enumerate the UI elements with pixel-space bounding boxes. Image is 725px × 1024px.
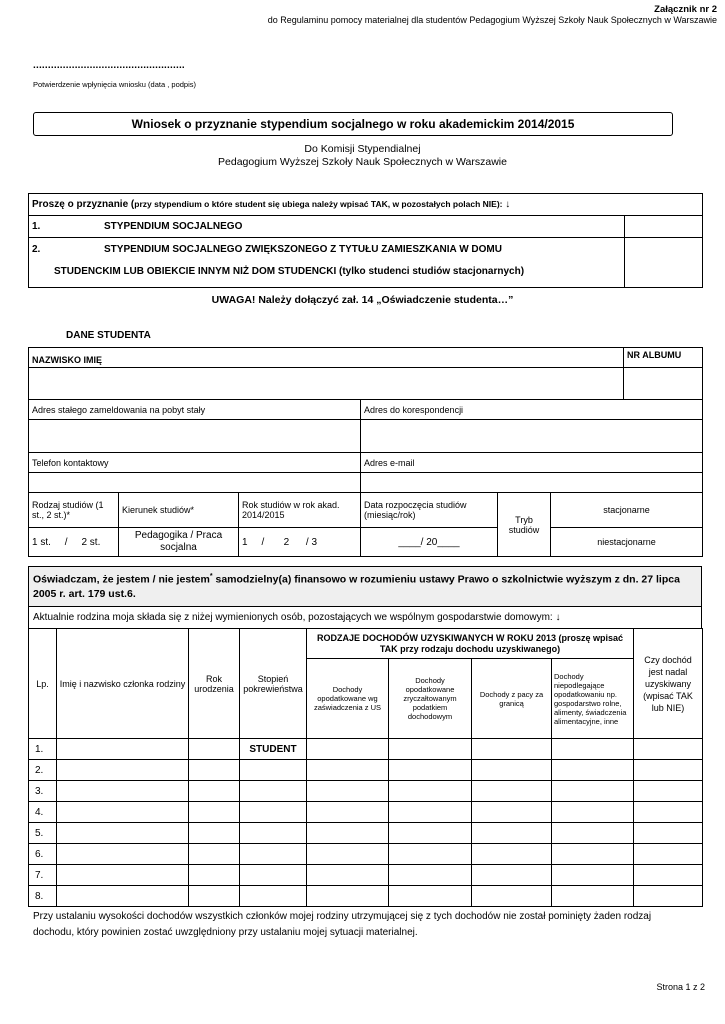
birth-year-cell[interactable] — [189, 802, 240, 823]
income-cell[interactable] — [307, 886, 389, 907]
member-name-cell[interactable] — [57, 739, 189, 760]
table-row — [29, 865, 703, 886]
row-number: 3. — [29, 781, 57, 802]
birth-year-cell[interactable] — [189, 865, 240, 886]
study-mode-label: Tryb studiów — [498, 493, 551, 557]
relation-cell[interactable] — [240, 865, 307, 886]
col-name-header: Imię i nazwisko członka rodziny — [57, 629, 189, 739]
name-label: NAZWISKO IMIĘ — [29, 348, 624, 368]
income-cell[interactable] — [472, 823, 552, 844]
relation-cell[interactable] — [240, 823, 307, 844]
request-item-1-number: 1. — [32, 221, 41, 232]
still-earning-cell[interactable] — [634, 823, 703, 844]
family-intro-line — [29, 607, 702, 629]
phone-label: Telefon kontaktowy — [29, 453, 361, 473]
income-flat-tax-header: Dochody opodatkowane zryczałtowanym podatkiem dochodowym — [389, 659, 472, 739]
request-item-1-answer[interactable] — [625, 216, 703, 238]
start-date-value[interactable]: ____/ 20____ — [361, 528, 498, 557]
receipt-confirmation-caption: Potwierdzenie wpłynięcia wniosku (data , podpis) — [33, 80, 197, 89]
income-cell[interactable] — [307, 781, 389, 802]
income-cell[interactable] — [472, 760, 552, 781]
request-item-2-number: 2. — [32, 244, 41, 255]
income-taxed-header: Dochody opodatkowane wg zaświadczenia z US — [307, 659, 389, 739]
birth-year-cell[interactable] — [189, 760, 240, 781]
table-row — [29, 823, 703, 844]
income-abroad-header: Dochody z pacy za granicą — [472, 659, 552, 739]
declaration-table — [28, 566, 702, 629]
col-birth-header: Rok urodzenia — [189, 629, 240, 739]
still-earning-cell[interactable] — [634, 844, 703, 865]
income-cell[interactable] — [307, 844, 389, 865]
member-name-cell[interactable] — [57, 886, 189, 907]
down-arrow-icon: ↓ — [555, 612, 561, 623]
member-name-cell[interactable] — [57, 760, 189, 781]
completeness-statement: Przy ustalaniu wysokości dochodów wszystkich członków mojej rodziny utrzymującej się z tych dochodów nie został pominięty żaden rodzaj dochodu, który powinien zostać uwzględniony przy ustalaniu mojej sytuacji materialnej. — [33, 911, 652, 938]
col-relation-header: Stopień pokrewieństwa — [240, 629, 307, 739]
attachment-warning: UWAGA! Należy dołączyć zał. 14 „Oświadczenie studenta…” — [211, 294, 514, 306]
student-data-heading: DANE STUDENTA — [66, 330, 151, 341]
perm-address-label: Adres stałego zameldowania na pobyt stały — [29, 400, 361, 420]
income-cell[interactable] — [552, 844, 634, 865]
study-year-label: Rok studiów w rok akad. 2014/2015 — [239, 493, 361, 528]
full-time-option[interactable]: stacjonarne — [551, 493, 703, 528]
form-title-text: Wniosek o przyznanie stypendium socjalnego w roku akademickim 2014/2015 — [131, 117, 575, 131]
col-still-earning-header: Czy dochód jest nadal uzyskiwany (wpisać TAK lub NIE) — [634, 629, 703, 739]
row-number: 8. — [29, 886, 57, 907]
request-item-1-label: STYPENDIUM SOCJALNEGO — [104, 221, 243, 232]
member-name-cell[interactable] — [57, 823, 189, 844]
family-members-table — [28, 628, 703, 907]
relation-cell[interactable] — [240, 844, 307, 865]
request-lead — [29, 194, 703, 216]
still-earning-cell[interactable] — [634, 739, 703, 760]
row-number: 5. — [29, 823, 57, 844]
income-cell[interactable] — [472, 886, 552, 907]
income-cell[interactable] — [552, 781, 634, 802]
still-earning-cell[interactable] — [634, 865, 703, 886]
member-name-cell[interactable] — [57, 781, 189, 802]
income-cell[interactable] — [389, 886, 472, 907]
income-cell[interactable] — [307, 823, 389, 844]
income-cell[interactable] — [389, 802, 472, 823]
income-cell[interactable] — [307, 865, 389, 886]
scholarship-request-table — [28, 193, 703, 288]
birth-year-cell[interactable] — [189, 844, 240, 865]
phone-field[interactable] — [29, 473, 361, 493]
request-item-1 — [29, 216, 625, 238]
table-row — [29, 844, 703, 865]
email-label: Adres e-mail — [361, 453, 703, 473]
table-row — [29, 781, 703, 802]
still-earning-cell[interactable] — [634, 760, 703, 781]
signature-line: ................................................... — [33, 60, 185, 71]
income-cell[interactable] — [389, 760, 472, 781]
relation-cell: STUDENT — [240, 739, 307, 760]
request-item-2-answer[interactable] — [625, 238, 703, 288]
declaration-text-before: Oświadczam, że jestem / nie jestem — [33, 573, 210, 586]
email-field[interactable] — [361, 473, 703, 493]
album-label: NR ALBUMU — [624, 348, 703, 368]
row-number: 6. — [29, 844, 57, 865]
income-cell[interactable] — [307, 739, 389, 760]
student-data-table — [28, 347, 703, 557]
part-time-option[interactable]: niestacjonarne — [551, 528, 703, 557]
request-lead-rest: przy stypendium o które student się ubiega należy wpisać TAK, w pozostałych polach NIE): — [134, 199, 503, 209]
income-untaxed-header: Dochody niepodlegające opodatkowaniu np. gospodarstwo rolne, alimenty, świadczenia alimentacyjne, inne — [552, 659, 634, 739]
income-cell[interactable] — [552, 823, 634, 844]
addressee-line-1: Do Komisji Stypendialnej — [304, 143, 421, 155]
study-type-value[interactable]: 1 st. / 2 st. — [29, 528, 119, 557]
col-lp-header: Lp. — [29, 629, 57, 739]
addressee-line-2: Pedagogium Wyższej Szkoły Nauk Społecznych w Warszawie — [218, 156, 507, 168]
start-date-label: Data rozpoczęcia studiów (miesiąc/rok) — [361, 493, 498, 528]
income-types-header: RODZAJE DOCHODÓW UZYSKIWANYCH W ROKU 2013 (proszę wpisać TAK przy rodzaju dochodu uzyskiwanego) — [307, 629, 634, 659]
regulation-reference: do Regulaminu pomocy materialnej dla studentów Pedagogium Wyższej Szkoły Nauk Społecznych w Warszawie — [267, 15, 717, 25]
request-item-2 — [29, 238, 625, 288]
form-title — [33, 112, 673, 136]
field-of-study-label: Kierunek studiów* — [119, 493, 239, 528]
relation-cell[interactable] — [240, 802, 307, 823]
member-name-cell[interactable] — [57, 865, 189, 886]
still-earning-cell[interactable] — [634, 886, 703, 907]
member-name-cell[interactable] — [57, 802, 189, 823]
birth-year-cell[interactable] — [189, 739, 240, 760]
row-number: 1. — [29, 739, 57, 760]
birth-year-cell[interactable] — [189, 781, 240, 802]
table-row — [29, 802, 703, 823]
relation-cell[interactable] — [240, 886, 307, 907]
income-cell[interactable] — [389, 823, 472, 844]
still-earning-cell[interactable] — [634, 781, 703, 802]
income-cell[interactable] — [552, 886, 634, 907]
family-intro-text: Aktualnie rodzina moja składa się z niżej wymienionych osób, pozostających we wspólnym gospodarstwie domowym: — [33, 612, 553, 623]
income-cell[interactable] — [472, 739, 552, 760]
income-cell[interactable] — [389, 781, 472, 802]
income-cell[interactable] — [389, 865, 472, 886]
attachment-label: Załącznik nr 2 — [654, 4, 717, 15]
declaration-star: * — [209, 573, 213, 580]
income-cell[interactable] — [472, 865, 552, 886]
table-row — [29, 739, 703, 760]
income-cell[interactable] — [552, 802, 634, 823]
income-cell[interactable] — [472, 844, 552, 865]
row-number: 4. — [29, 802, 57, 823]
income-cell[interactable] — [389, 739, 472, 760]
row-number: 2. — [29, 760, 57, 781]
name-field[interactable] — [29, 368, 624, 400]
income-cell[interactable] — [472, 802, 552, 823]
income-cell[interactable] — [552, 739, 634, 760]
relation-cell[interactable] — [240, 760, 307, 781]
study-type-label: Rodzaj studiów (1 st., 2 st.)* — [29, 493, 119, 528]
album-field[interactable] — [624, 368, 703, 400]
page-number: Strona 1 z 2 — [656, 982, 705, 992]
request-lead-bold: Proszę o przyznanie ( — [32, 199, 135, 210]
birth-year-cell[interactable] — [189, 823, 240, 844]
member-name-cell[interactable] — [57, 844, 189, 865]
income-cell[interactable] — [307, 760, 389, 781]
table-row — [29, 760, 703, 781]
row-number: 7. — [29, 865, 57, 886]
corr-address-field[interactable] — [361, 420, 703, 453]
income-cell[interactable] — [389, 844, 472, 865]
field-of-study-value: Pedagogika / Praca socjalna — [119, 528, 239, 557]
independence-declaration — [29, 567, 702, 607]
request-item-2-line1: STYPENDIUM SOCJALNEGO ZWIĘKSZONEGO Z TYTUŁU ZAMIESZKANIA W DOMU — [104, 244, 502, 255]
perm-address-field[interactable] — [29, 420, 361, 453]
study-year-value[interactable]: 1 / 2 / 3 — [239, 528, 361, 557]
income-cell[interactable] — [552, 865, 634, 886]
relation-cell[interactable] — [240, 781, 307, 802]
birth-year-cell[interactable] — [189, 886, 240, 907]
down-arrow-icon: ↓ — [505, 199, 511, 210]
income-cell[interactable] — [552, 760, 634, 781]
declaration-text-after: samodzielny(a) finansowo w rozumieniu ustawy Prawo o szkolnictwie wyższym z dn. 27 lipca 2005 r. art. 179 ust.6. — [33, 573, 680, 600]
request-item-2-line2: STUDENCKIM LUB OBIEKCIE INNYM NIŻ DOM STUDENCKI (tylko studenci studiów stacjonarnych) — [54, 266, 525, 277]
income-cell[interactable] — [472, 781, 552, 802]
corr-address-label: Adres do korespondencji — [361, 400, 703, 420]
still-earning-cell[interactable] — [634, 802, 703, 823]
income-cell[interactable] — [307, 802, 389, 823]
table-row — [29, 886, 703, 907]
